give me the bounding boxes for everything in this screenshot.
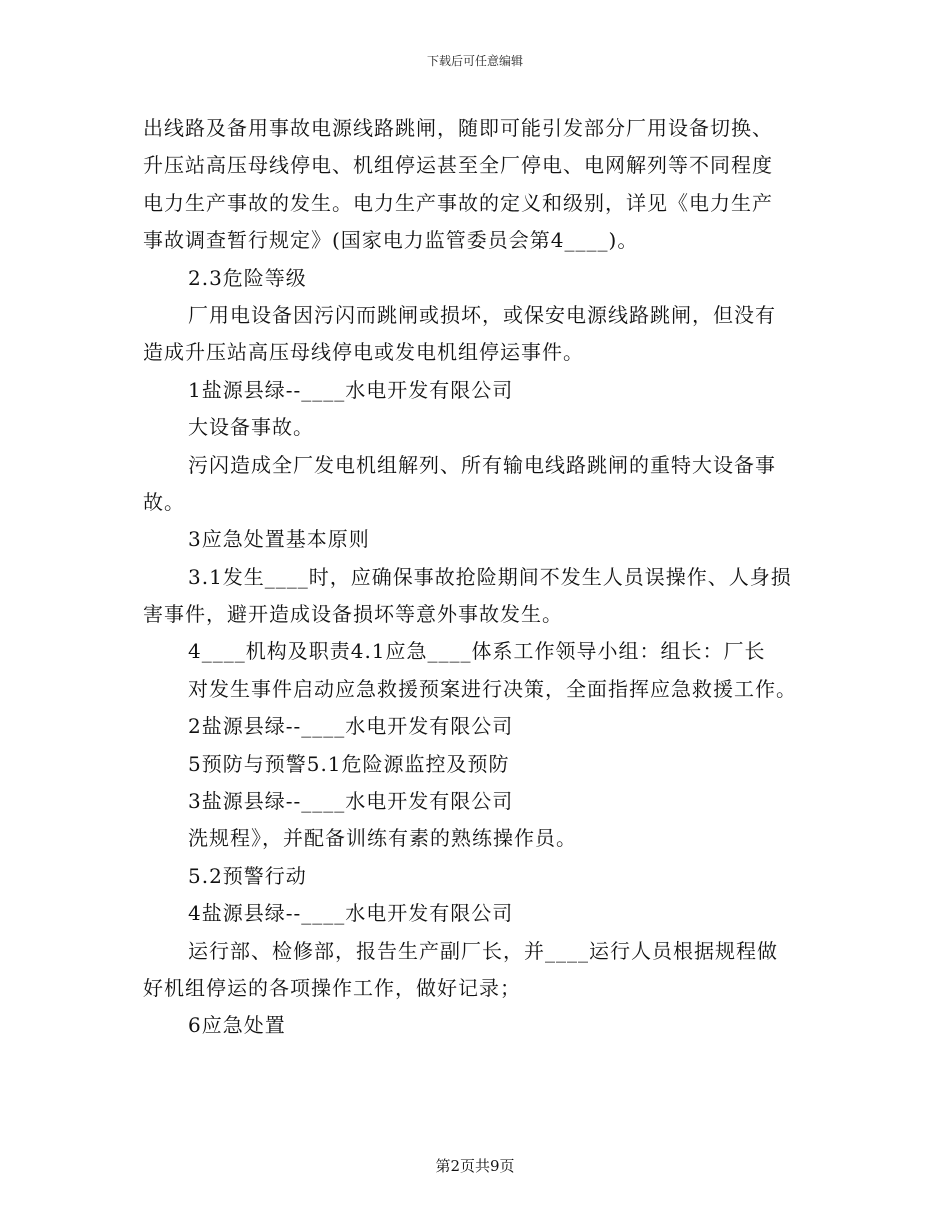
text-line: 电力生产事故的发生。电力生产事故的定义和级别，详见《电力生产 <box>143 190 773 215</box>
text-line: 大设备事故。 <box>188 415 314 440</box>
page-header: 下载后可任意编辑 <box>426 54 523 68</box>
text-line: 运行部、检修部，报告生产副厂长，并____运行人员根据规程做 <box>188 938 778 963</box>
section-heading: 5.2预警行动 <box>188 863 307 888</box>
section-heading: 2.3危险等级 <box>188 265 307 290</box>
text-line: 3.1发生____时，应确保事故抢险期间不发生人员误操作、人身损 <box>188 564 792 589</box>
text-line: 出线路及备用事故电源线路跳闸，随即可能引发部分厂用设备切换、 <box>143 116 773 140</box>
text-line: 升压站高压母线停电、机组停运甚至全厂停电、电网解列等不同程度 <box>143 153 773 178</box>
section-heading: 6应急处置 <box>188 1013 286 1038</box>
text-line: 1盐源县绿--____水电开发有限公司 <box>188 377 514 402</box>
text-line: 4____机构及职责4.1应急____体系工作领导小组：组长：厂长 <box>188 639 766 664</box>
text-line: 害事件，避开造成设备损坏等意外事故发生。 <box>143 602 563 627</box>
text-line: 故。 <box>143 489 185 514</box>
text-line: 好机组停运的各项操作工作，做好记录； <box>143 975 521 1000</box>
text-line: 2盐源县绿--____水电开发有限公司 <box>188 714 514 739</box>
text-line: 对发生事件启动应急救援预案进行决策，全面指挥应急救援工作。 <box>188 676 797 701</box>
document-body <box>143 110 813 1045</box>
page-number: 第2页共9页 <box>435 1157 515 1175</box>
text-line: 造成升压站高压母线停电或发电机组停运事件。 <box>143 340 584 365</box>
text-line: 3盐源县绿--____水电开发有限公司 <box>188 789 514 814</box>
text-line: 厂用电设备因污闪而跳闸或损坏，或保安电源线路跳闸，但没有 <box>188 302 776 327</box>
section-heading: 3应急处置基本原则 <box>188 527 370 552</box>
text-line: 事故调查暂行规定》(国家电力监管委员会第4____)。 <box>143 228 639 253</box>
text-line: 污闪造成全厂发电机组解列、所有输电线路跳闸的重特大设备事 <box>188 452 776 477</box>
text-line: 4盐源县绿--____水电开发有限公司 <box>188 901 514 926</box>
text-line: 洗规程》，并配备训练有素的熟练操作员。 <box>188 826 577 851</box>
section-heading: 5预防与预警5.1危险源监控及预防 <box>188 751 510 776</box>
